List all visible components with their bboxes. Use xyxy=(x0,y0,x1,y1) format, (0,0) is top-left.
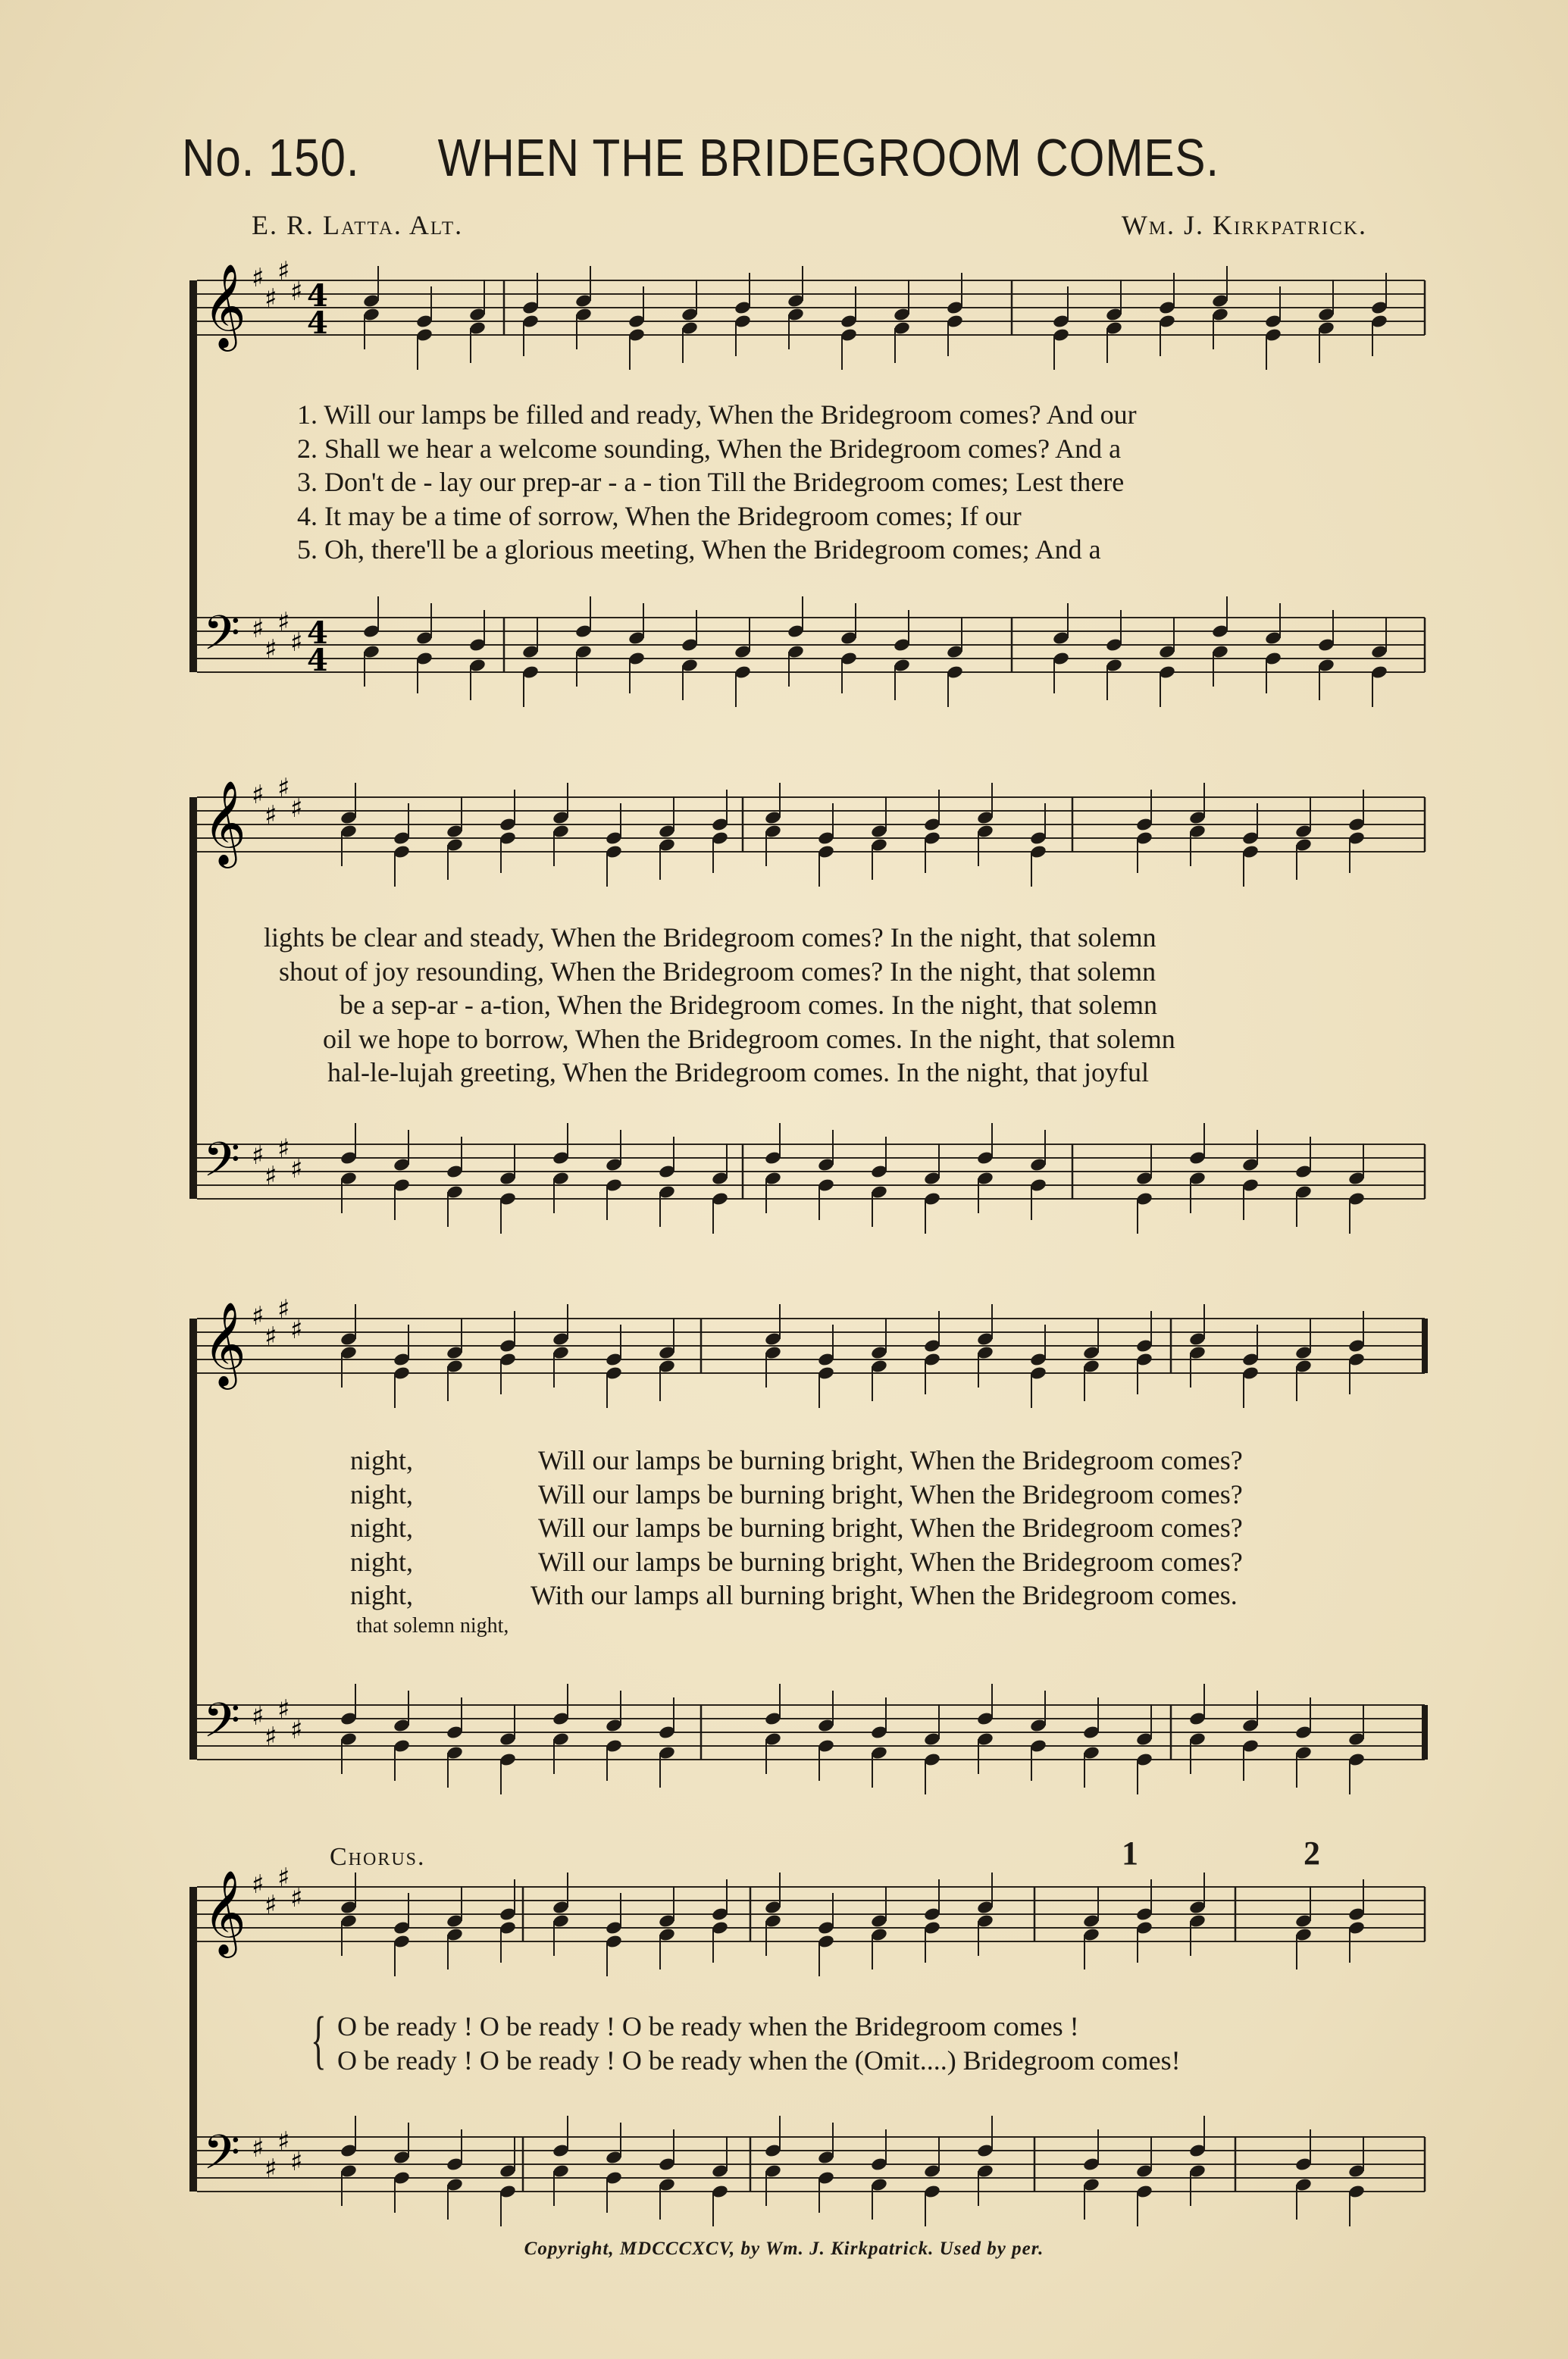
hymn-title xyxy=(182,127,1219,188)
sharp-icon: ♯ xyxy=(252,1140,264,1171)
verse-4-line-2: oil we hope to borrow, When the Bridegroom comes. In the night, that solemn xyxy=(323,1023,1175,1054)
system-bracket xyxy=(189,1887,197,2192)
sharp-icon: ♯ xyxy=(264,634,277,665)
sharp-icon: ♯ xyxy=(290,1154,303,1184)
verse-1-line-3a: night, xyxy=(350,1445,414,1475)
time-signature-top: 4 xyxy=(307,615,328,651)
sharp-icon: ♯ xyxy=(277,773,290,803)
bass-cue-text: that solemn night, xyxy=(356,1614,509,1638)
treble-clef-icon: 𝄞 xyxy=(203,1869,246,1954)
verse-2-line-2: shout of joy resounding, When the Bridegroom comes? In the night, that solemn xyxy=(279,956,1156,987)
verse-4-line-3b: Will our lamps be burning bright, When the Bridegroom comes? xyxy=(538,1546,1243,1577)
verse-5-line-3a: night, xyxy=(350,1580,414,1610)
sharp-icon: ♯ xyxy=(290,793,303,824)
sharp-icon: ♯ xyxy=(252,1869,264,1900)
sharp-icon: ♯ xyxy=(290,2147,303,2177)
system-bracket xyxy=(189,797,197,1199)
bass-clef-icon: 𝄢 xyxy=(203,1692,240,1760)
chorus-lyrics xyxy=(337,2010,1181,2077)
system-bracket xyxy=(189,1319,197,1760)
treble-clef-icon: 𝄞 xyxy=(203,780,246,865)
treble-staff xyxy=(197,773,1425,868)
bass-clef-icon: 𝄢 xyxy=(203,1131,240,1199)
sharp-icon: ♯ xyxy=(252,2133,264,2163)
sharp-icon: ♯ xyxy=(252,1701,264,1732)
verse-3-line-3a: night, xyxy=(350,1513,414,1543)
sharp-icon: ♯ xyxy=(264,1161,277,1191)
sharp-icon: ♯ xyxy=(264,283,277,314)
verse-4-line-3a: night, xyxy=(350,1546,414,1577)
music-system-3 xyxy=(182,1258,1429,1788)
lyricist-credit: E. R. Latta. Alt. xyxy=(252,210,464,240)
composer-credit: Wm. J. Kirkpatrick. xyxy=(1121,210,1367,240)
hymn-name: WHEN THE BRIDEGROOM COMES. xyxy=(437,128,1219,187)
verse-4-line-1: 4. It may be a time of sorrow, When the Bridegroom comes; If our xyxy=(297,500,1022,531)
bass-staff xyxy=(197,2124,1425,2192)
sharp-icon: ♯ xyxy=(277,1694,290,1725)
verse-3-line-1: 3. Don't de - lay our prep-ar - a - tion Till the Bridegroom comes; Lest there xyxy=(297,467,1125,497)
verse-3-line-3b: Will our lamps be burning bright, When the Bridegroom comes? xyxy=(538,1513,1243,1543)
second-ending-number: 2 xyxy=(1304,1835,1320,1872)
sharp-icon: ♯ xyxy=(277,607,290,637)
sharp-icon: ♯ xyxy=(290,1883,303,1913)
sharp-icon: ♯ xyxy=(277,1134,290,1164)
treble-staff xyxy=(197,1294,1425,1390)
treble-clef-icon: 𝄞 xyxy=(203,1301,246,1386)
sharp-icon: ♯ xyxy=(252,263,264,293)
treble-clef-icon: 𝄞 xyxy=(203,263,246,348)
sharp-icon: ♯ xyxy=(290,277,303,307)
sharp-icon: ♯ xyxy=(277,1863,290,1893)
system-3-verses-a xyxy=(350,1444,413,1613)
time-signature-bottom: 4 xyxy=(307,305,328,341)
sharp-icon: ♯ xyxy=(277,2126,290,2157)
bass-staff xyxy=(197,605,1425,678)
verse-3-line-2: be a sep-ar - a-tion, When the Bridegroom comes. In the night, that solemn xyxy=(340,990,1158,1020)
bass-clef-icon: 𝄢 xyxy=(203,2124,240,2192)
sharp-icon: ♯ xyxy=(277,1294,290,1325)
verse-2-line-3b: Will our lamps be burning bright, When the Bridegroom comes? xyxy=(538,1478,1243,1510)
verse-5-line-3b: With our lamps all burning bright, When the Bridegroom comes. xyxy=(530,1580,1238,1610)
verse-5-line-2: hal-le-lujah greeting, When the Bridegroom comes. In the night, that joyful xyxy=(327,1057,1150,1087)
treble-staff xyxy=(197,1863,1425,1958)
sharp-icon: ♯ xyxy=(264,800,277,831)
system-3-verses-b xyxy=(530,1444,1243,1613)
time-signature-bottom: 4 xyxy=(307,643,328,678)
sharp-icon: ♯ xyxy=(264,1722,277,1752)
sharp-icon: ♯ xyxy=(252,614,264,644)
bass-staff xyxy=(197,1131,1425,1199)
verse-1-line-2: lights be clear and steady, When the Bridegroom comes? In the night, that solemn xyxy=(264,922,1156,953)
sharp-icon: ♯ xyxy=(290,1315,303,1345)
copyright-notice: Copyright, MDCCCXCV, by Wm. J. Kirkpatrick. Used by per. xyxy=(524,2239,1044,2259)
music-system-2 xyxy=(182,765,1429,1212)
sharp-icon: ♯ xyxy=(264,1322,277,1352)
sharp-icon: ♯ xyxy=(277,256,290,286)
chorus-line-1: O be ready ! O be ready ! O be ready when the Bridegroom comes ! xyxy=(337,2011,1079,2041)
sharp-icon: ♯ xyxy=(252,780,264,810)
verse-5-line-1: 5. Oh, there'll be a glorious meeting, When the Bridegroom comes; And a xyxy=(297,534,1101,565)
verse-2-line-3a: night, xyxy=(350,1478,414,1510)
system-2-verses xyxy=(264,921,1175,1090)
system-1-verses xyxy=(297,398,1137,567)
music-system-1 xyxy=(182,256,1429,712)
sharp-icon: ♯ xyxy=(290,1715,303,1745)
verse-1-line-3b: Will our lamps be burning bright, When the Bridegroom comes? xyxy=(538,1445,1243,1475)
time-signature-top: 4 xyxy=(307,278,328,314)
chorus-line-2: O be ready ! O be ready ! O be ready when the (Omit....) Bridegroom comes! xyxy=(337,2045,1181,2076)
sharp-icon: ♯ xyxy=(252,1301,264,1331)
sharp-icon: ♯ xyxy=(290,627,303,658)
music-system-4 xyxy=(182,1834,1429,2235)
chorus-label: Chorus. xyxy=(330,1843,426,1871)
sharp-icon: ♯ xyxy=(264,1890,277,1920)
first-ending-number: 1 xyxy=(1122,1835,1138,1872)
treble-staff xyxy=(197,256,1425,352)
verse-2-line-1: 2. Shall we hear a welcome sounding, When the Bridegroom comes? And a xyxy=(297,433,1122,464)
verse-1-line-1: 1. Will our lamps be filled and ready, When the Bridegroom comes? And our xyxy=(297,399,1137,430)
bass-staff xyxy=(197,1692,1425,1760)
system-bracket xyxy=(189,280,197,672)
sharp-icon: ♯ xyxy=(264,2154,277,2184)
chorus-brace: { xyxy=(311,2003,327,2076)
bass-clef-icon: 𝄢 xyxy=(203,605,240,672)
hymn-number: No. 150. xyxy=(182,128,360,187)
